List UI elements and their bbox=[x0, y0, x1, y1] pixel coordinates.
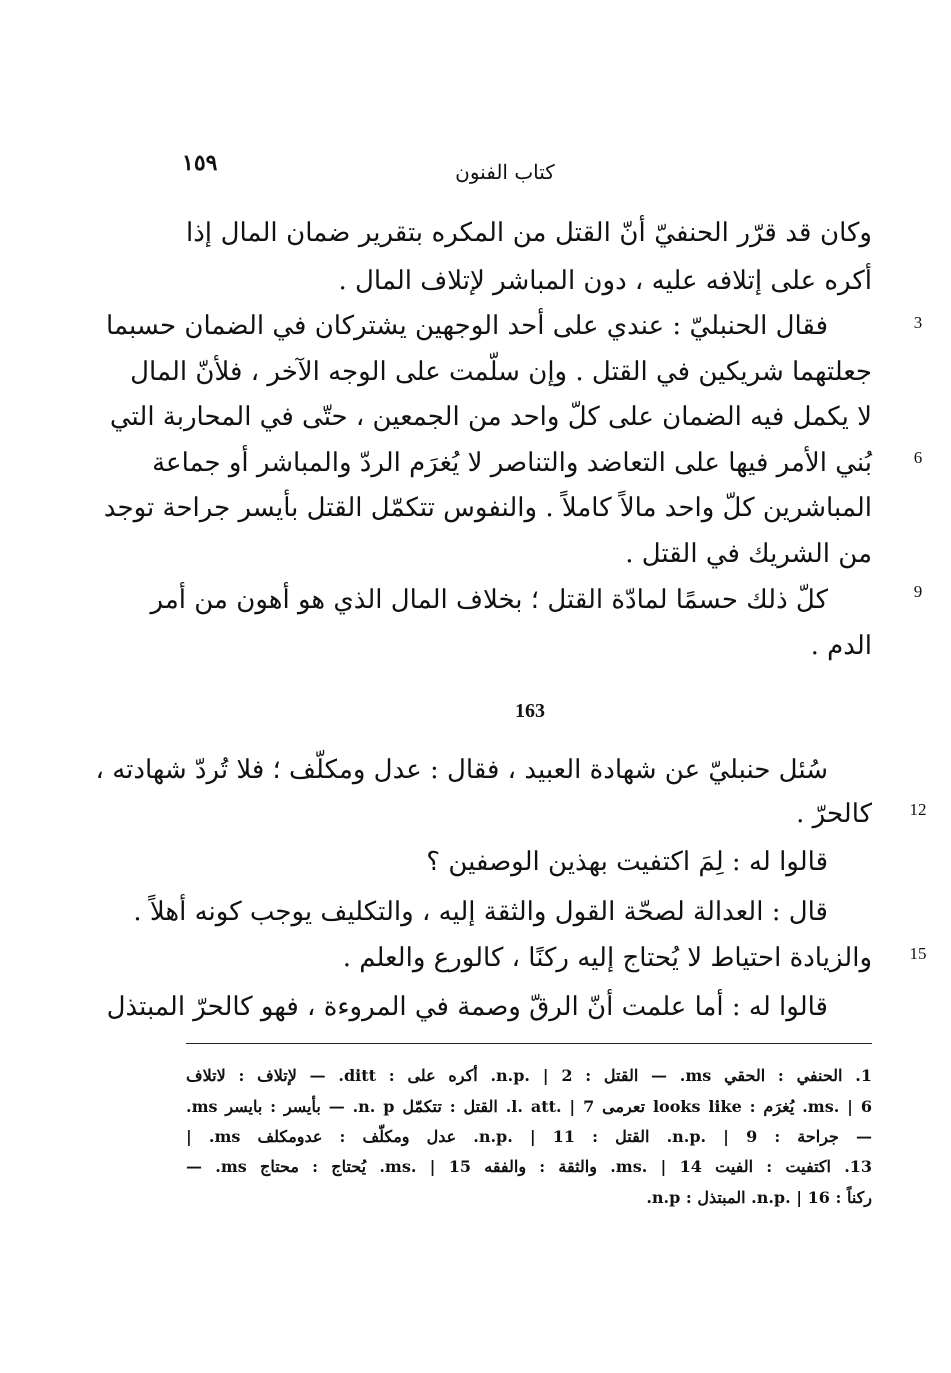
text-line: والزيادة احتياط لا يُحتاج إليه ركنًا ، كالورع والعلم . bbox=[342, 943, 872, 973]
text-line: فقال الحنبليّ : عندي على أحد الوجهين يشتركان في الضمان حسبما bbox=[106, 311, 828, 341]
text-line: لا يكمل فيه الضمان على كلّ واحد من الجمعين ، حتّى في المحاربة التي bbox=[109, 402, 872, 432]
text-line: بُني الأمر فيها على التعاضد والتناصر لا يُغرَم الردّ والمباشر أو جماعة bbox=[152, 448, 872, 478]
running-title: كتاب الفنون bbox=[455, 160, 555, 184]
text-line: قالوا له : لِمَ اكتفيت بهذين الوصفين ؟ bbox=[426, 847, 828, 877]
footnote-divider bbox=[186, 1043, 872, 1044]
line-number: 15 bbox=[909, 944, 927, 963]
text-line: جعلتهما شريكين في القتل . وإن سلّمت على الوجه الآخر ، فلأنّ المال bbox=[130, 357, 872, 387]
page-number: ١٥٩ bbox=[182, 150, 218, 176]
text-line: أكره على إتلافه عليه ، دون المباشر لإتلاف المال . bbox=[338, 266, 872, 296]
footnote-line: 1. الحنفي : الحقي ms. — القتل : n.p. | 2. أكره على : ditt. — لإتلاف : لاتلاف bbox=[186, 1066, 872, 1085]
footnote-line: ركناً : n.p. | 16. المبتذل : n.p. bbox=[646, 1188, 872, 1207]
text-line: قالوا له : أما علمت أنّ الرقّ وصمة في المروءة ، فهو كالحرّ المبتذل bbox=[106, 992, 828, 1022]
section-heading: 163 bbox=[515, 700, 545, 722]
text-line: الدم . bbox=[810, 631, 872, 661]
text-line: كالحرّ . bbox=[796, 799, 872, 829]
text-line: المباشرين كلّ واحد مالاً كاملاً . والنفوس تتكمّل القتل بأيسر جراحة توجد bbox=[103, 493, 872, 523]
text-line: سُئل حنبليّ عن شهادة العبيد ، فقال : عدل ومكلّف ؛ فلا تُردّ شهادته ، bbox=[95, 755, 828, 785]
line-number: 3 bbox=[913, 313, 923, 332]
line-number: 12 bbox=[909, 800, 927, 819]
line-number: 6 bbox=[913, 448, 923, 467]
line-number: 9 bbox=[913, 582, 923, 601]
footnote-line: 13. اكتفيت : الفيت ms. | 14. والثقة : والفقه ms. | 15. يُحتاج : محتاج ms. — bbox=[186, 1157, 873, 1176]
footnote-line: ms. | 6. يُغرَم : looks like تعرمى l. att. | 7. القتل : تتكمّل n. p. — بأيسر : بايسر ms. bbox=[186, 1097, 873, 1116]
text-line: من الشريك في القتل . bbox=[625, 539, 872, 569]
text-line: كلّ ذلك حسمًا لمادّة القتل ؛ بخلاف المال الذي هو أهون من أمر bbox=[150, 585, 828, 615]
text-line: وكان قد قرّر الحنفيّ أنّ القتل من المكره بتقرير ضمان المال إذا bbox=[186, 218, 872, 248]
footnote-line: — جراحة : n.p. | 9. القتل : n.p. | 11. عدل ومكلّف : عدومكلف ms. | bbox=[186, 1127, 873, 1146]
text-line: قال : العدالة لصحّة القول والثقة إليه ، والتكليف يوجب كونه أهلاً . bbox=[133, 897, 828, 927]
